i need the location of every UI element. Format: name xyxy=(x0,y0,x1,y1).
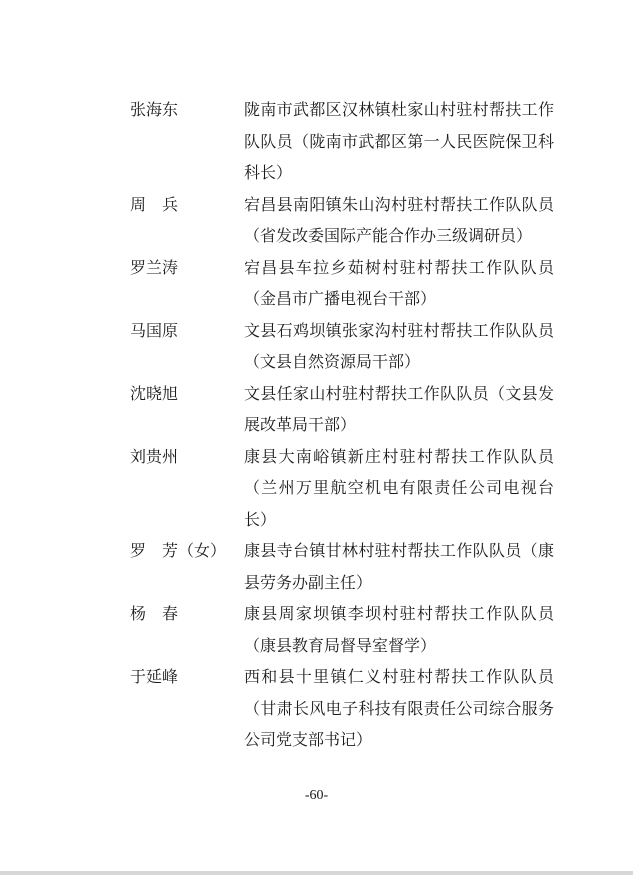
page-number: -60- xyxy=(304,788,329,803)
list-item xyxy=(130,94,560,189)
person-position: 宕昌县南阳镇朱山沟村驻村帮扶工作队队员（省发改委国际产能合作办三级调研员） xyxy=(244,194,554,245)
person-name: 杨 春 xyxy=(130,604,179,623)
personnel-list xyxy=(130,94,560,756)
person-position: 康县周家坝镇李坝村驻村帮扶工作队队员（康县教育局督导室督学） xyxy=(244,604,554,655)
person-position: 陇南市武都区汉林镇杜家山村驻村帮扶工作队队员（陇南市武都区第一人民医院保卫科科长） xyxy=(244,100,554,182)
person-name: 罗兰涛 xyxy=(130,257,179,277)
person-name: 沈晓旭 xyxy=(130,383,179,403)
person-position: 西和县十里镇仁义村驻村帮扶工作队队员（甘肃长风电子科技有限责任公司综合服务公司党支部书记） xyxy=(244,667,554,749)
page-bottom-divider xyxy=(0,871,633,875)
person-position: 文县任家山村驻村帮扶工作队队员（文县发展改革局干部） xyxy=(244,383,554,434)
list-item xyxy=(130,315,560,378)
list-item xyxy=(130,598,560,661)
person-position: 康县大南峪镇新庄村驻村帮扶工作队队员（兰州万里航空机电有限责任公司电视台长） xyxy=(244,446,554,529)
list-item xyxy=(130,252,560,315)
person-name: 刘贵州 xyxy=(130,446,179,466)
list-item xyxy=(130,189,560,252)
person-name: 马国原 xyxy=(130,320,179,340)
person-name: 罗 芳（女） xyxy=(130,541,227,560)
person-name: 周 兵 xyxy=(130,194,179,214)
person-position: 康县寺台镇甘林村驻村帮扶工作队队员（康县劳务办副主任） xyxy=(244,541,554,592)
person-name: 于延峰 xyxy=(130,667,179,686)
list-item xyxy=(130,441,560,536)
list-item xyxy=(130,535,560,598)
list-item xyxy=(130,661,560,756)
list-item xyxy=(130,378,560,441)
person-position: 宕昌县车拉乡茹树村驻村帮扶工作队队员（金昌市广播电视台干部） xyxy=(244,257,554,308)
person-position: 文县石鸡坝镇张家沟村驻村帮扶工作队队员（文县自然资源局干部） xyxy=(244,320,554,371)
person-name: 张海东 xyxy=(130,100,179,119)
